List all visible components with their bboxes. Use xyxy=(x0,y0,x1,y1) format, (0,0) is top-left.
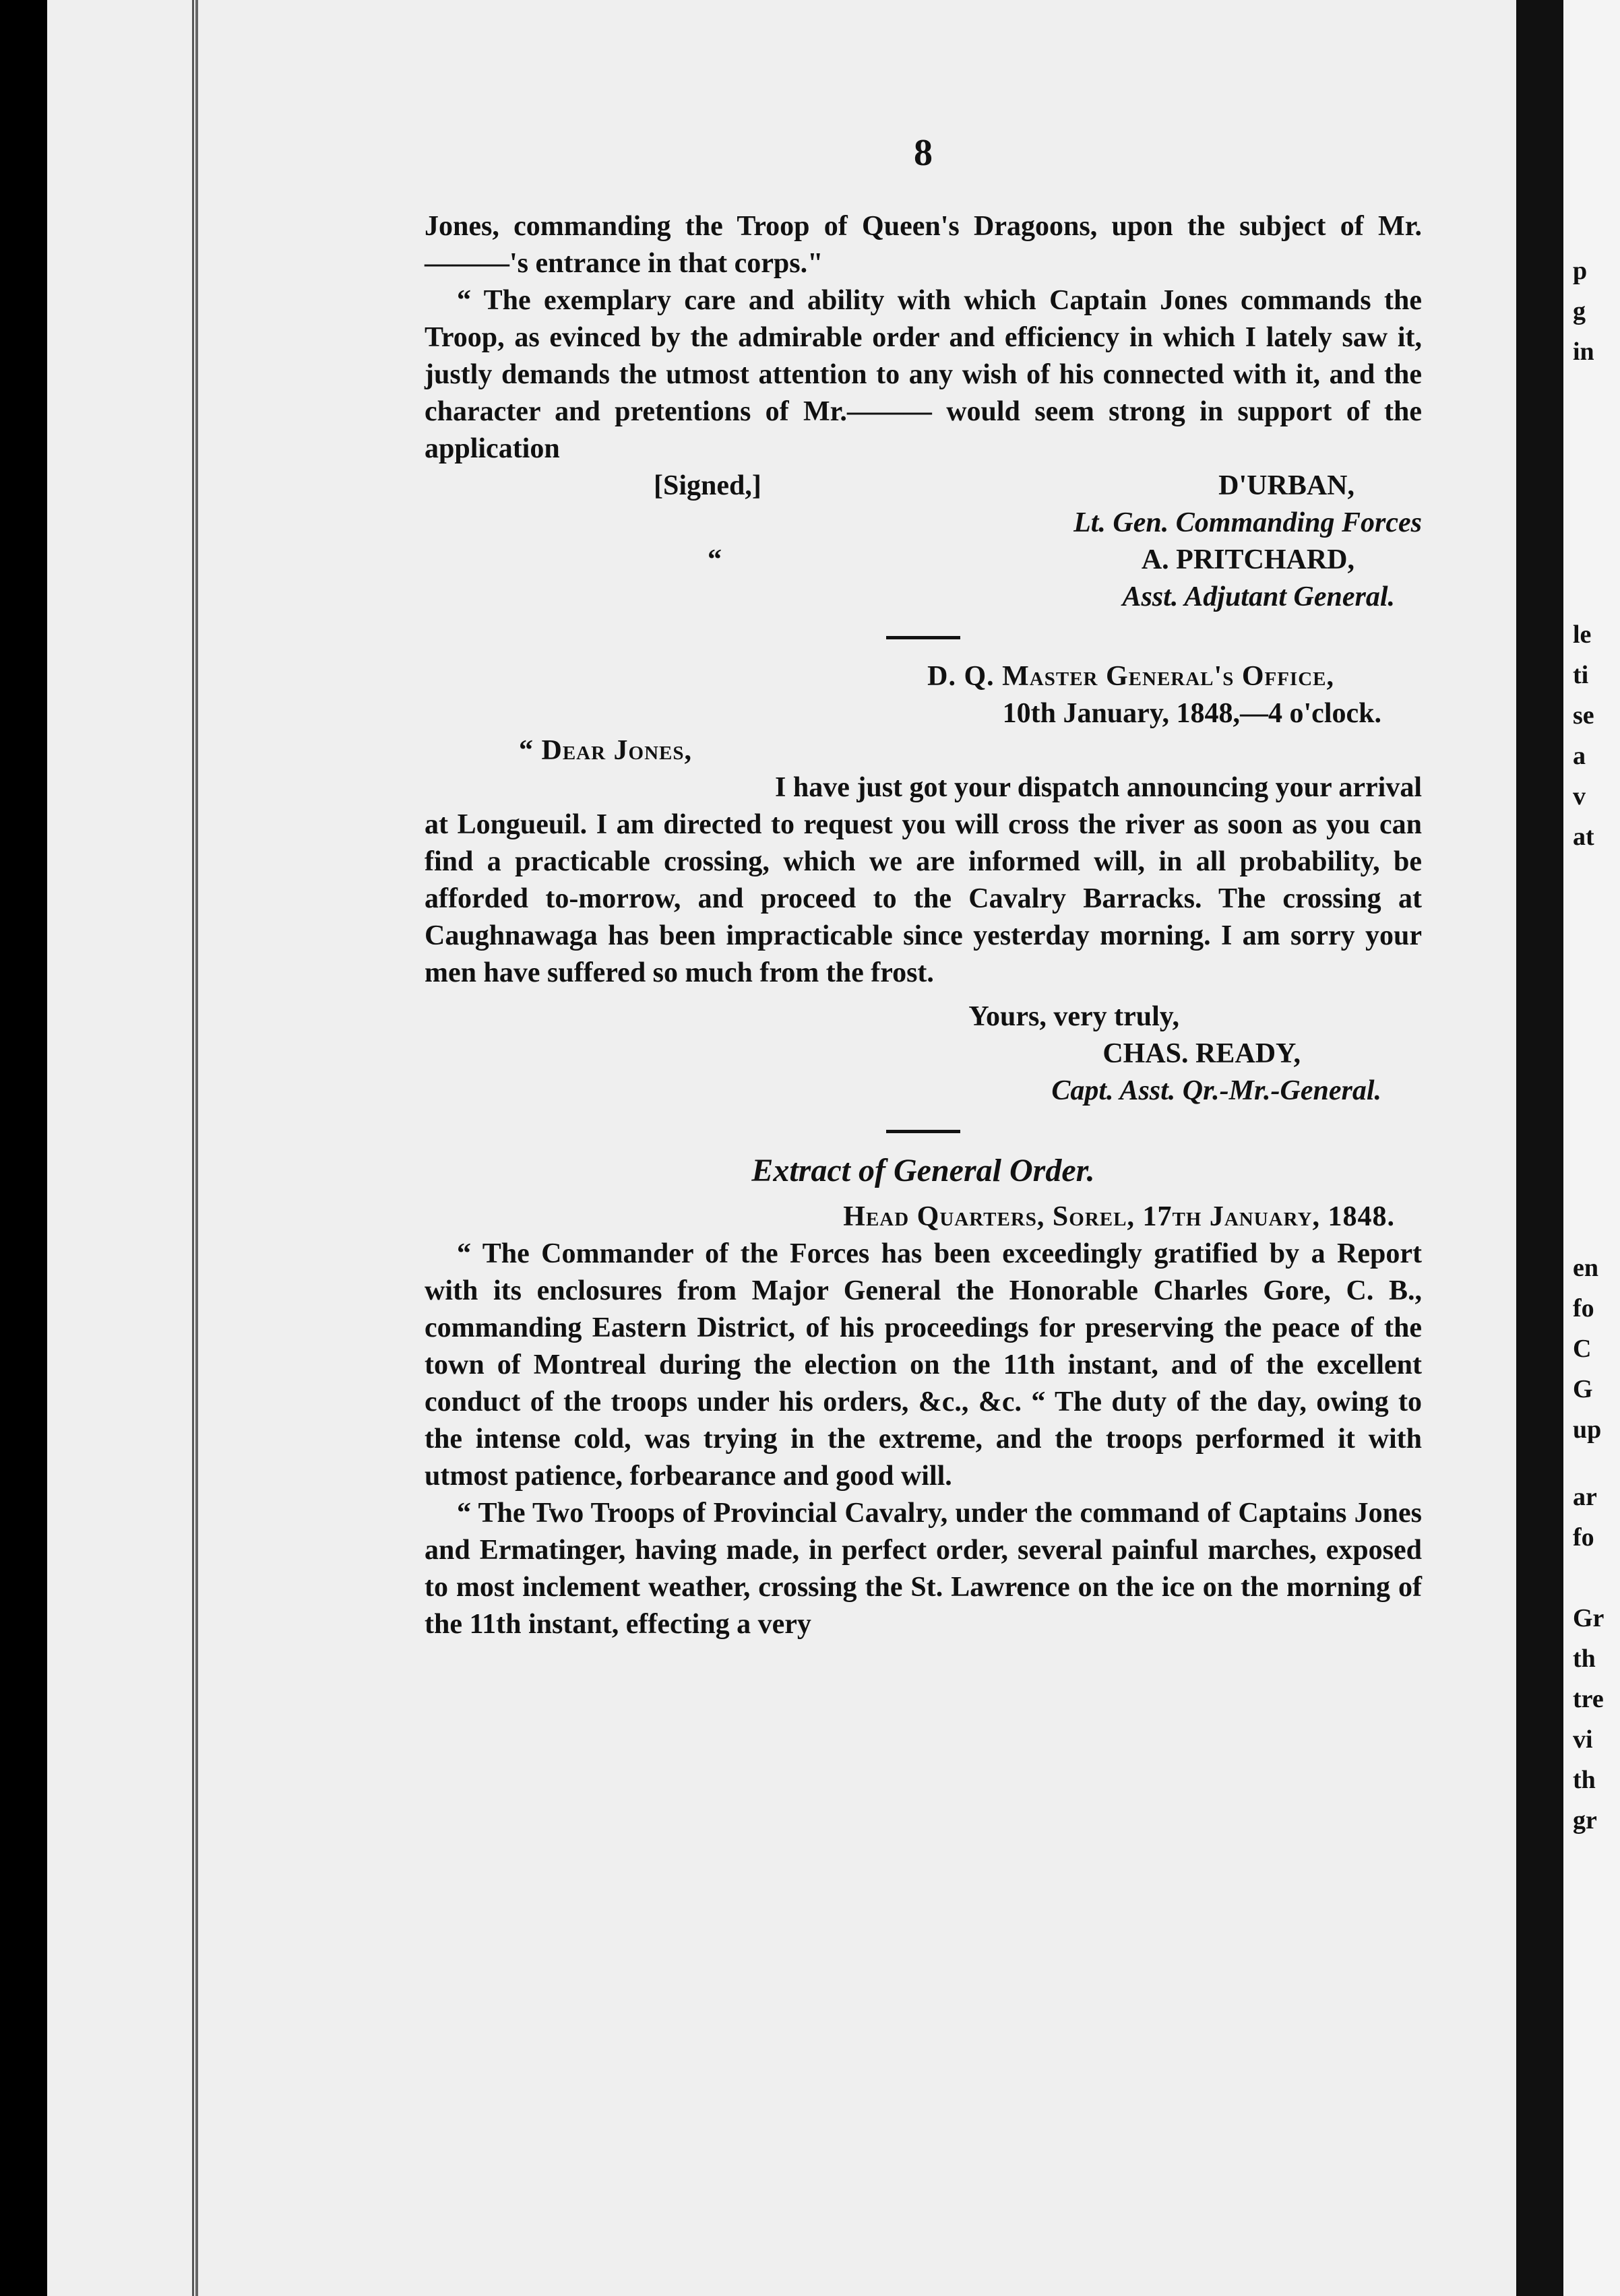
adjacent-page-fragment: g xyxy=(1573,297,1586,325)
salutation: “ Dear Jones, xyxy=(519,735,693,766)
order-paragraph-1: “ The Commander of the Forces has been exceedingly gratified by a Report with its enclosures from Major General the Honorable Charles Gore, C. B., commanding Eastern District, of his proceedings for preserving the peace of the town of Montreal during the election on the 11th instant, and of the excellent conduct of the troops under his orders, &c., &c. “ The duty of the day, owing to the intense cold, was trying in the extreme, and the troops performed it with utmost patience, forbearance and good will. xyxy=(425,1238,1422,1492)
adjacent-page-fragment: Gr xyxy=(1573,1604,1605,1632)
adjacent-page-fragment: C xyxy=(1573,1335,1592,1363)
letter-signatory-title: Capt. Asst. Qr.-Mr.-General. xyxy=(1051,1075,1381,1106)
order-paragraph-2: “ The Two Troops of Provincial Cavalry, under the command of Captains Jones and Ermatinger, having made, in perfect order, several painful marches, exposed to most inclement weather, crossing the St. Lawrence on the ice on the morning of the 11th instant, effecting a very xyxy=(425,1498,1422,1640)
letter-signatory: CHAS. READY, xyxy=(1102,1038,1301,1069)
signed-label: [Signed,] xyxy=(654,470,761,501)
head-quarters-line: Head Quarters, Sorel, 17th January, 1848. xyxy=(843,1201,1395,1232)
adjacent-page-fragment: fo xyxy=(1573,1523,1594,1552)
adjacent-page-fragment: en xyxy=(1573,1254,1598,1282)
page-text xyxy=(425,132,1422,1643)
signatory-1-title: Lt. Gen. Commanding Forces xyxy=(1073,507,1422,538)
adjacent-page-fragment: at xyxy=(1573,823,1594,851)
adjacent-page-fragment: le xyxy=(1573,620,1592,649)
signatory-2-name: A. PRITCHARD, xyxy=(1141,544,1354,575)
page-spine xyxy=(148,0,198,2296)
adjacent-page-fragment: th xyxy=(1573,1645,1596,1673)
adjacent-page-fragment: ar xyxy=(1573,1483,1597,1511)
adjacent-page-fragment: tre xyxy=(1573,1685,1604,1713)
page-number: 8 xyxy=(914,132,933,174)
adjacent-page-fragment: p xyxy=(1573,257,1588,285)
adjacent-page-fragment: a xyxy=(1573,742,1586,770)
ditto-mark: “ xyxy=(708,544,722,575)
adjacent-page-edge xyxy=(1516,0,1620,2296)
adjacent-page-fragment: G xyxy=(1573,1375,1593,1403)
page-edge-line xyxy=(192,0,194,2296)
signatory-1-name: D'URBAN, xyxy=(1218,470,1354,501)
signature-row-2 xyxy=(425,542,1422,579)
adjacent-page-fragment: gr xyxy=(1573,1806,1597,1835)
extract-title: Extract of General Order. xyxy=(751,1153,1095,1188)
section-divider-2 xyxy=(886,1130,960,1133)
adjacent-page-fragment: up xyxy=(1573,1415,1602,1444)
letter-closing: Yours, very truly, xyxy=(968,1001,1179,1032)
adjacent-page-fragment: in xyxy=(1573,338,1594,366)
page-shadow xyxy=(1516,0,1563,2296)
signature-row-1 xyxy=(425,468,1422,505)
adjacent-page-fragment: fo xyxy=(1573,1294,1594,1322)
adjacent-page-fragment: v xyxy=(1573,782,1586,810)
section-divider xyxy=(886,636,960,639)
recommendation-paragraph: “ The exemplary care and ability with which Captain Jones commands the Troop, as evinced by the admirable order and efficiency in which I lately saw it, justly demands the utmost attention to any wish of his connected with it, and the character and pretentions of Mr.——— would seem strong in support of the application xyxy=(425,285,1422,464)
signatory-2-title: Asst. Adjutant General. xyxy=(1122,581,1395,612)
adjacent-page-fragment: th xyxy=(1573,1766,1596,1794)
adjacent-page-fragment: vi xyxy=(1573,1725,1593,1754)
adjacent-page-fragment: ti xyxy=(1573,661,1589,689)
office-heading: D. Q. Master General's Office, xyxy=(927,661,1334,692)
opening-paragraph: Jones, commanding the Troop of Queen's Dragoons, upon the subject of Mr. ———'s entrance in that corps." xyxy=(425,211,1422,279)
letter-body: I have just got your dispatch announcing your arrival at Longueuil. I am directed to request you will cross the river as soon as you can find a practicable crossing, which we are informed will, in all probability, be afforded to-morrow, and proceed to the Cavalry Barracks. The crossing at Caughnawaga has been impracticable since yesterday morning. I am sorry your men have suffered so much from the frost. xyxy=(425,772,1422,988)
office-date: 10th January, 1848,—4 o'clock. xyxy=(1002,698,1381,729)
adjacent-page-fragment: se xyxy=(1573,701,1594,730)
